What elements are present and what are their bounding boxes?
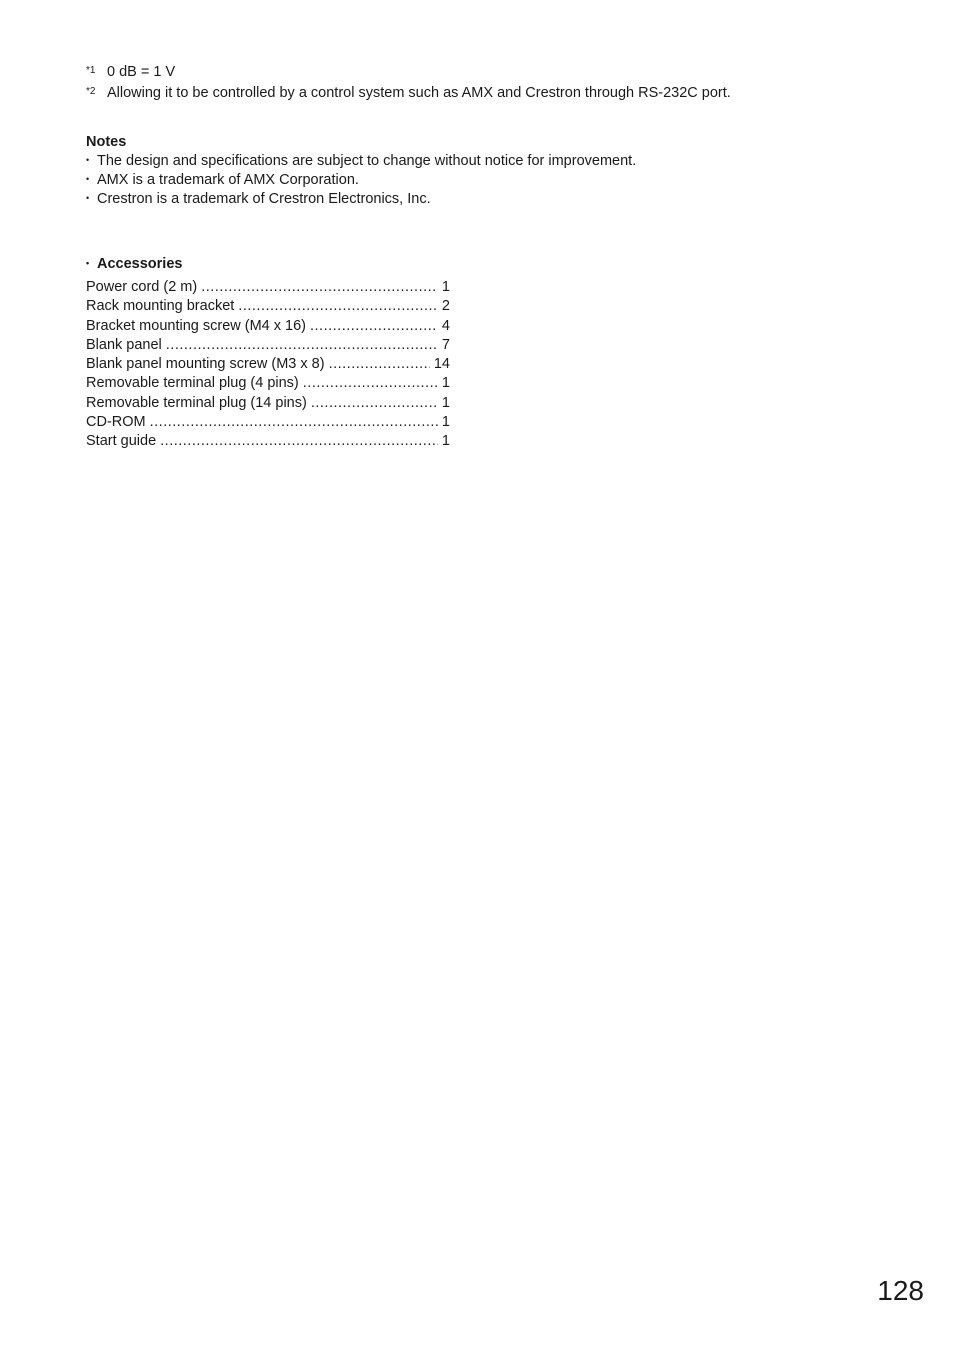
accessory-qty: 4 <box>441 317 450 334</box>
accessories-heading-text: Accessories <box>97 256 183 272</box>
footnote-text: 0 dB = 1 V <box>107 64 176 80</box>
note-item <box>86 190 636 209</box>
note-text: Crestron is a trademark of Crestron Electronics, Inc. <box>97 191 431 207</box>
accessory-name: Rack mounting bracket <box>86 298 235 315</box>
accessories-section <box>86 255 450 452</box>
bullet-icon: • <box>86 174 90 184</box>
leader-dots <box>303 374 438 393</box>
footnote-text: Allowing it to be controlled by a control system such as AMX and Crestron through RS-232C port. <box>107 85 731 101</box>
notes-heading: Notes <box>86 134 127 150</box>
footnote-mark: *1 <box>86 65 96 76</box>
note-item <box>86 171 636 190</box>
leader-dots <box>310 317 438 336</box>
accessory-qty: 1 <box>441 375 450 392</box>
footnotes <box>86 64 731 106</box>
accessory-name: Removable terminal plug (14 pins) <box>86 394 307 411</box>
accessory-item <box>86 297 450 316</box>
accessory-item <box>86 278 450 297</box>
leader-dots <box>166 336 438 355</box>
bullet-icon: • <box>86 155 90 165</box>
leader-dots <box>329 355 430 374</box>
bullet-icon: • <box>86 258 90 268</box>
footnote-mark: *2 <box>86 86 96 97</box>
accessory-name: Removable terminal plug (4 pins) <box>86 375 299 392</box>
accessory-name: Blank panel mounting screw (M3 x 8) <box>86 356 325 373</box>
page-number: 128 <box>877 1275 924 1306</box>
leader-dots <box>201 278 438 297</box>
leader-dots <box>238 297 438 316</box>
accessory-qty: 1 <box>441 279 450 295</box>
accessory-name: Blank panel <box>86 336 162 353</box>
accessory-name: Start guide <box>86 433 157 450</box>
accessory-qty: 1 <box>441 414 450 431</box>
accessory-item <box>86 374 450 393</box>
leader-dots <box>150 413 438 432</box>
accessory-qty: 14 <box>433 356 450 373</box>
accessory-qty: 7 <box>441 336 450 353</box>
accessories-heading <box>86 255 450 274</box>
leader-dots <box>311 394 438 413</box>
accessory-item <box>86 413 450 432</box>
accessory-name: Bracket mounting screw (M4 x 16) <box>86 317 306 334</box>
accessory-item <box>86 394 450 413</box>
accessory-item <box>86 317 450 336</box>
accessory-name: CD-ROM <box>86 414 146 431</box>
accessory-item <box>86 336 450 355</box>
accessory-qty: 2 <box>441 298 450 315</box>
footnote-2 <box>86 85 731 106</box>
note-item <box>86 152 636 171</box>
bullet-icon: • <box>86 193 90 203</box>
leader-dots <box>160 432 438 451</box>
note-text: AMX is a trademark of AMX Corporation. <box>97 172 359 188</box>
accessory-qty: 1 <box>441 394 450 411</box>
accessory-name: Power cord (2 m) <box>86 279 198 295</box>
notes-section <box>86 133 636 209</box>
note-text: The design and specifications are subject to change without notice for improvement. <box>97 153 637 169</box>
accessory-qty: 1 <box>441 433 450 450</box>
accessory-item <box>86 432 450 451</box>
footnote-1 <box>86 64 731 85</box>
accessory-item <box>86 355 450 374</box>
